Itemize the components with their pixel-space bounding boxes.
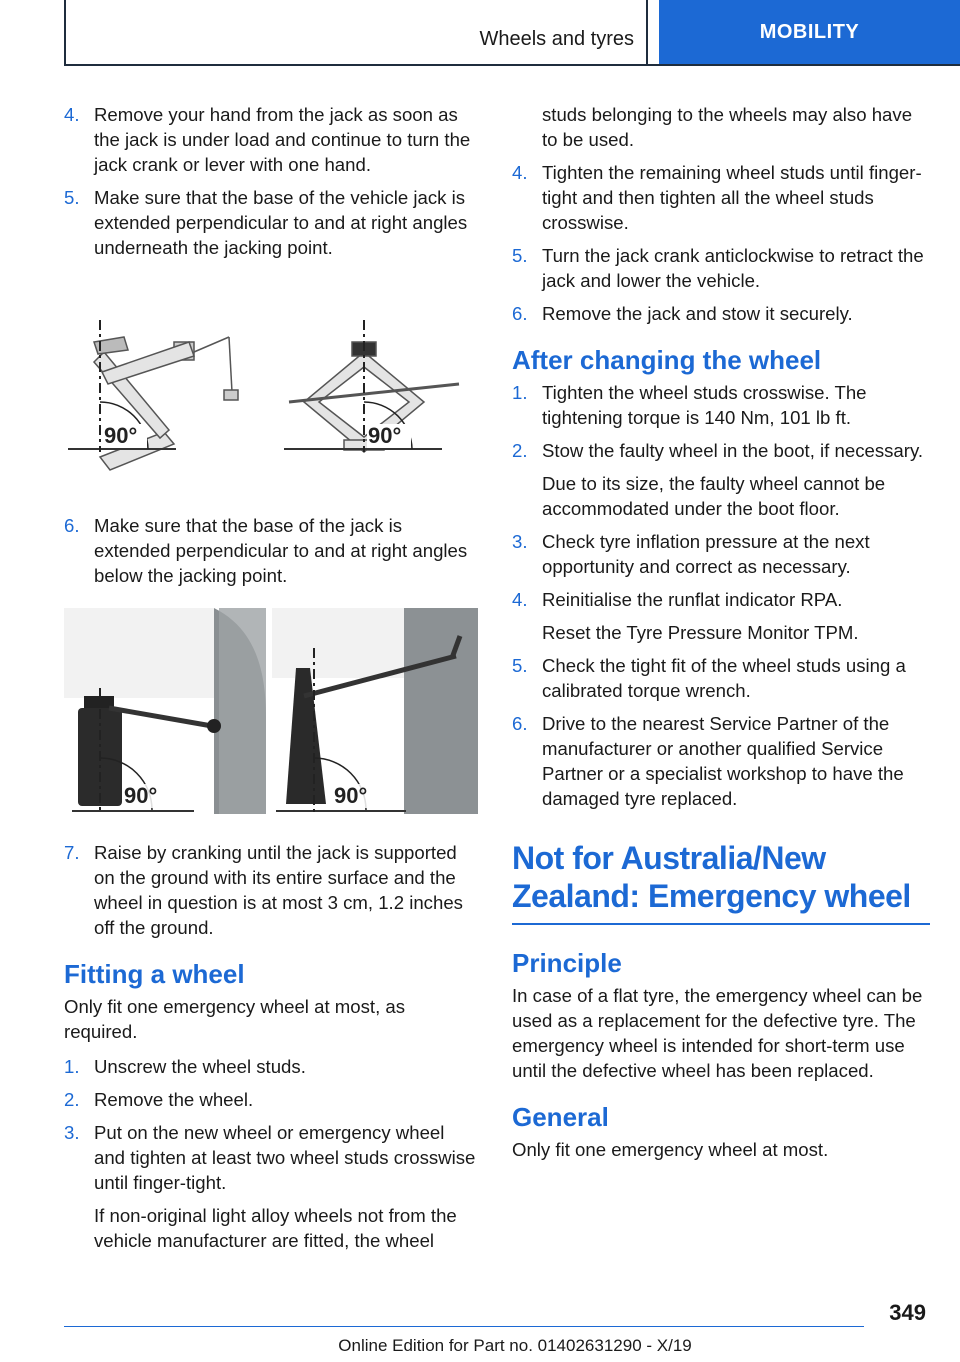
step-text: Remove your hand from the jack as soon as the jack is under load and continue to turn the jack crank or lever with one hand. [94, 104, 471, 175]
list-item [64, 1120, 478, 1195]
footer-rule [64, 1326, 864, 1327]
list-item [512, 711, 930, 811]
step-number: 7. [64, 842, 80, 863]
list-item [512, 529, 930, 579]
jack-side-view [94, 337, 238, 470]
list-item [64, 102, 478, 177]
step-number: 6. [64, 515, 80, 536]
step-text: Tighten the remaining wheel studs until finger-tight and then tighten all the wheel studs crosswise. [542, 162, 922, 233]
list-item [512, 380, 930, 430]
step-text: Stow the faulty wheel in the boot, if necessary. [542, 440, 924, 461]
list-item [512, 160, 930, 235]
jack-diagram-figure [64, 312, 478, 487]
step-number: 4. [512, 589, 528, 610]
right-column [512, 102, 930, 1172]
step-text: Turn the jack crank anticlockwise to retract the jack and lower the vehicle. [542, 245, 924, 291]
section-heading: Not for Australia/New Zealand: Emergency wheel [512, 839, 930, 925]
list-item [512, 301, 930, 326]
after-heading: After changing the wheel [512, 345, 822, 375]
step-number: 4. [512, 162, 528, 183]
header-rule [64, 64, 960, 66]
section-title: Wheels and tyres [479, 28, 634, 50]
step-number: 5. [512, 245, 528, 266]
step-text: Reinitialise the runflat indicator RPA. [542, 589, 843, 610]
step-number: 2. [64, 1089, 80, 1110]
step-note: Reset the Tyre Pressure Monitor TPM. [542, 622, 859, 643]
jack-photo-figure [64, 608, 478, 814]
step-note: Due to its size, the faulty wheel cannot be accommodated under the boot floor. [542, 473, 886, 519]
list-item [64, 1054, 478, 1079]
step-text: Check the tight fit of the wheel studs using a calibrated torque wrench. [542, 655, 906, 701]
step-text: Make sure that the base of the jack is extended perpendicular to and at right angles below the jacking point. [94, 515, 468, 586]
continued-text: studs belonging to the wheels may also have to be used. [542, 104, 913, 150]
angle-label: 90° [368, 423, 402, 448]
step-number: 3. [64, 1122, 80, 1143]
step-number: 6. [512, 303, 528, 324]
scissor-jack-illustration [64, 312, 478, 487]
step-number: 5. [64, 187, 80, 208]
step-number: 4. [64, 104, 80, 125]
list-item [512, 243, 930, 293]
list-item [64, 840, 478, 940]
list-item [64, 1087, 478, 1112]
angle-label: 90° [124, 783, 158, 808]
step-number: 1. [512, 382, 528, 403]
step-text: Check tyre inflation pressure at the next opportunity and correct as necessary. [542, 531, 870, 577]
general-heading: General [512, 1102, 609, 1132]
fitting-heading: Fitting a wheel [64, 959, 245, 989]
list-item [512, 438, 930, 463]
step-number: 2. [512, 440, 528, 461]
step-text: Remove the jack and stow it securely. [542, 303, 853, 324]
principle-heading: Principle [512, 948, 622, 978]
list-item [64, 185, 478, 260]
step-number: 3. [512, 531, 528, 552]
page-number: 349 [889, 1300, 926, 1325]
angle-label: 90° [104, 423, 138, 448]
chapter-tab[interactable]: MOBILITY [659, 0, 960, 64]
angle-label: 90° [334, 783, 368, 808]
edition-footer: Online Edition for Part no. 01402631290 - X/19 [338, 1336, 692, 1355]
list-item [512, 653, 930, 703]
list-item [64, 513, 478, 588]
step-text: Drive to the nearest Service Partner of the manufacturer or another qualified Service Partner or a specialist workshop to have the damaged tyre replaced. [542, 713, 904, 809]
left-column [64, 102, 478, 1261]
fitting-note: If non-original light alloy wheels not from the vehicle manufacturer are fitted, the wheel [94, 1205, 457, 1251]
list-item [512, 587, 930, 612]
step-number: 1. [64, 1056, 80, 1077]
principle-text: In case of a flat tyre, the emergency wheel can be used as a replacement for the defective tyre. The emergency wheel is intended for short-term use until the defective wheel has been replaced. [512, 985, 923, 1081]
step-text: Make sure that the base of the vehicle jack is extended perpendicular to and at right angles underneath the jacking point. [94, 187, 468, 258]
step-text: Unscrew the wheel studs. [94, 1056, 306, 1077]
general-text: Only fit one emergency wheel at most. [512, 1139, 829, 1160]
step-text: Raise by cranking until the jack is supported on the ground with its entire surface and the wheel in question is at most 3 cm, 1.2 inches off the ground. [94, 842, 463, 938]
step-text: Tighten the wheel studs crosswise. The tightening torque is 140 Nm, 101 lb ft. [542, 382, 867, 428]
step-text: Put on the new wheel or emergency wheel and tighten at least two wheel studs crosswise until finger-tight. [94, 1122, 476, 1193]
jack-under-vehicle-illustration [64, 608, 478, 814]
step-text: Remove the wheel. [94, 1089, 254, 1110]
step-number: 6. [512, 713, 528, 734]
step-number: 5. [512, 655, 528, 676]
fitting-intro: Only fit one emergency wheel at most, as required. [64, 996, 406, 1042]
